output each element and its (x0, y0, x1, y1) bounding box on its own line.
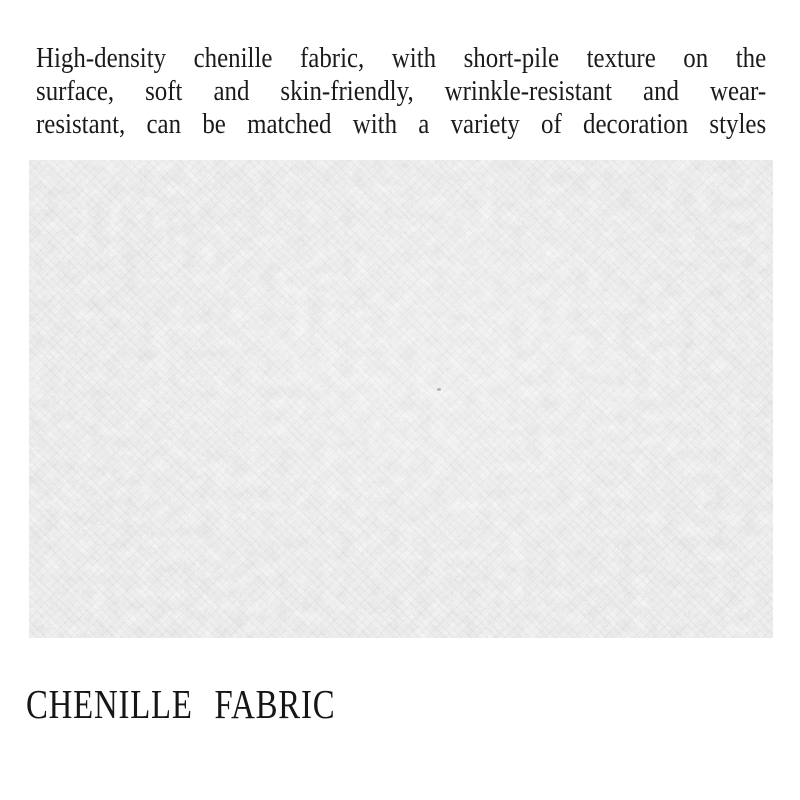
description-line-3: resistant, can be matched with a variety of decoration styles (36, 108, 767, 140)
fabric-slub-speck (437, 388, 441, 391)
description-line-2: surface, soft and skin-friendly, wrinkle-resistant and wear- (36, 75, 767, 107)
description-line-1: High-density chenille fabric, with short-pile texture on the (36, 42, 767, 74)
fabric-sheen-overlay (29, 160, 773, 638)
fabric-photo (29, 160, 773, 638)
product-title: CHENILLE FABRIC (26, 681, 336, 727)
product-description (36, 42, 766, 141)
